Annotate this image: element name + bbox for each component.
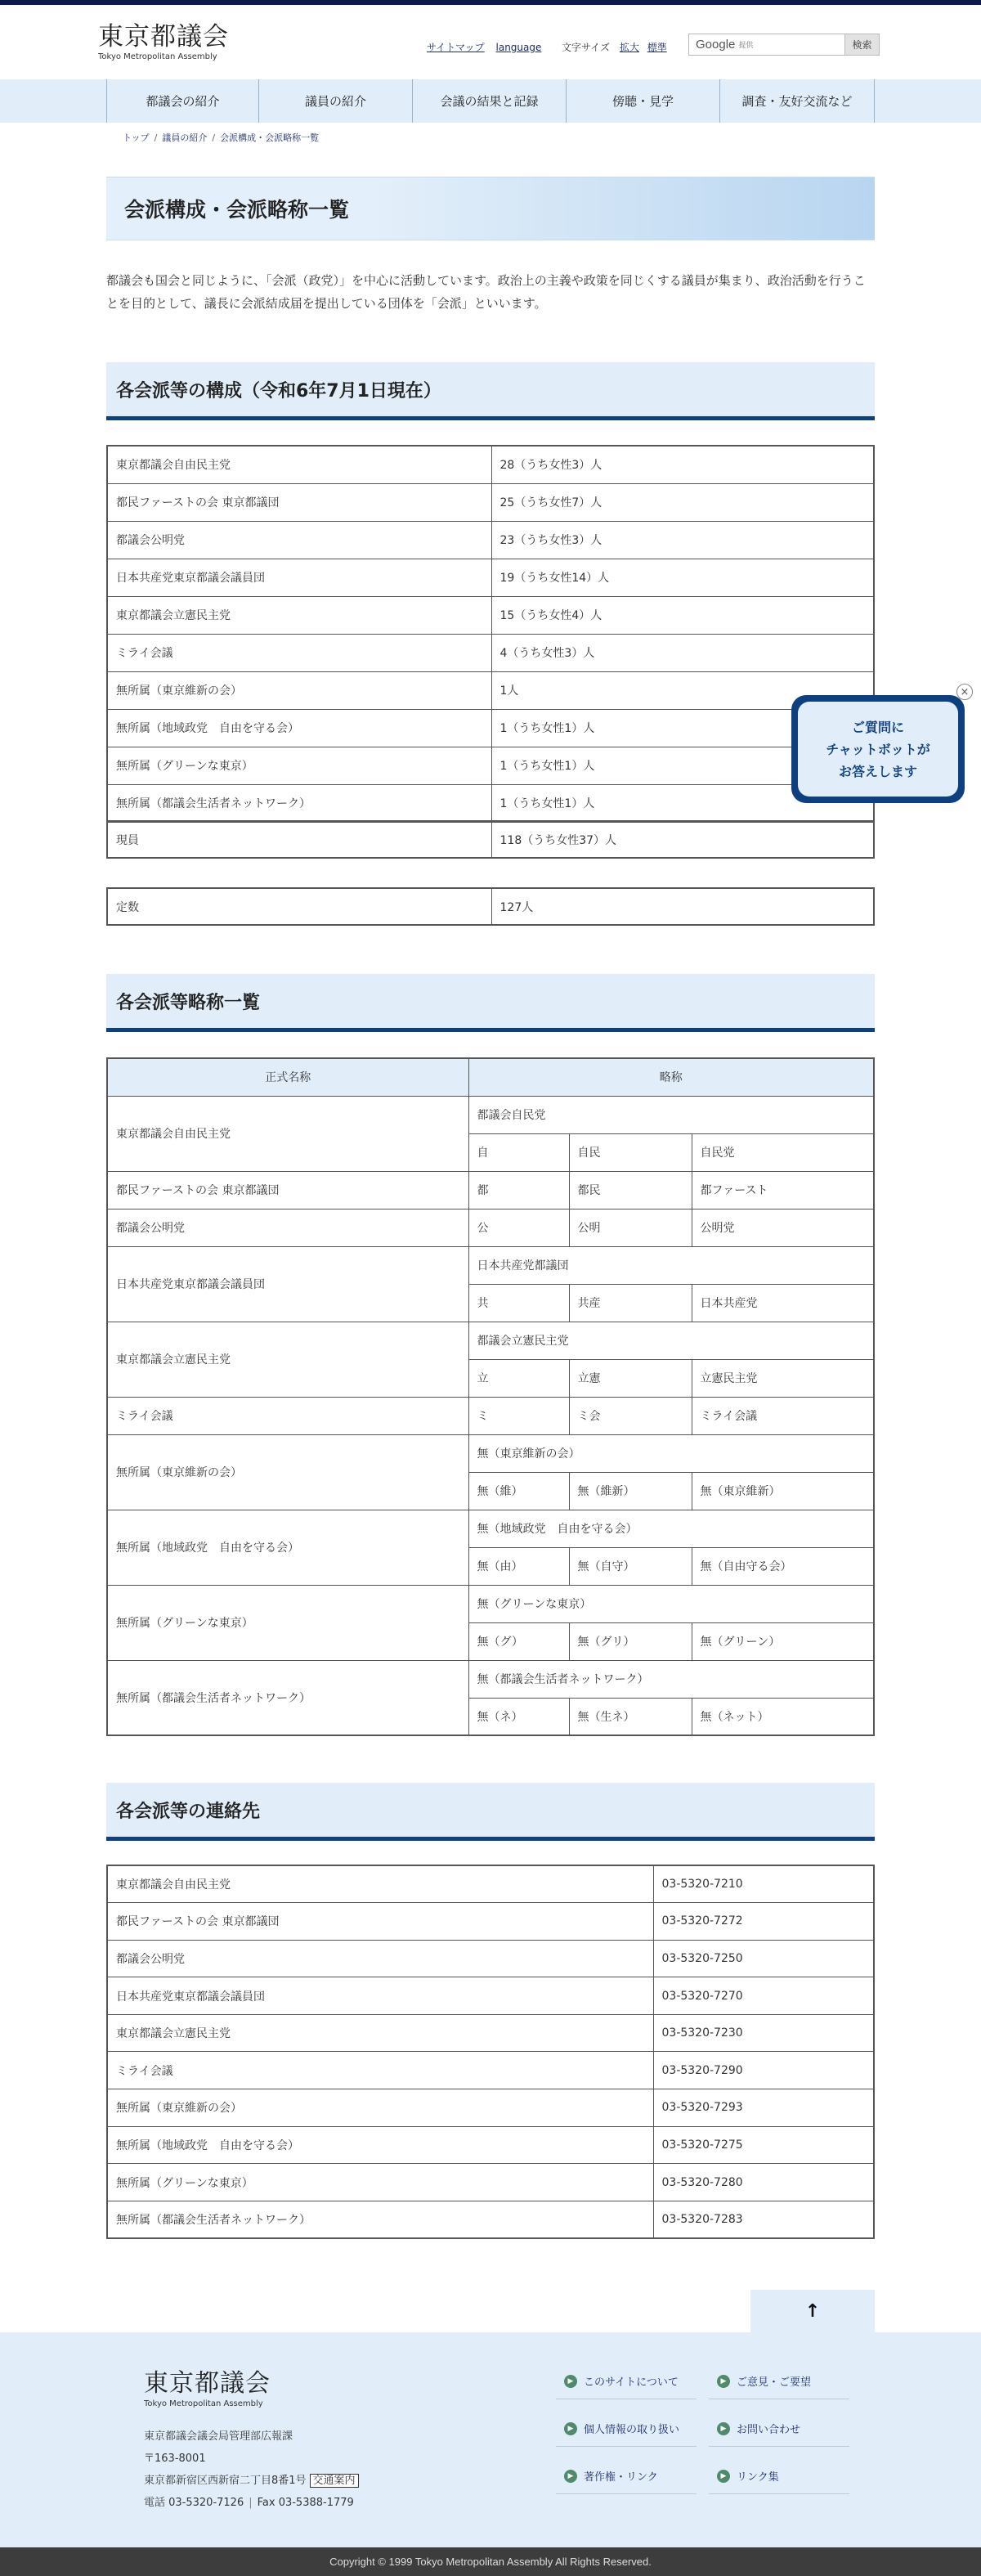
faction-name: 無所属（グリーンな東京） xyxy=(107,2164,653,2201)
chevron-right-icon: ▶ xyxy=(717,2470,730,2483)
site-header xyxy=(0,5,981,79)
faction-name: 都議会公明党 xyxy=(107,1940,653,1977)
abbr-2: 共産 xyxy=(569,1284,692,1322)
breadcrumb-current: 会派構成・会派略称一覧 xyxy=(220,132,320,143)
abbr-3: 無（ネット） xyxy=(692,1698,874,1735)
faction-name: 無所属（都議会生活者ネットワーク） xyxy=(107,2201,653,2238)
faction-name: ミライ会議 xyxy=(107,634,491,671)
nav-item-members[interactable]: 議員の紹介 xyxy=(259,79,413,123)
faction-phone: 03-5320-7293 xyxy=(653,2089,874,2127)
table-row xyxy=(107,709,874,747)
contacts-heading: 各会派等の連絡先 xyxy=(106,1783,875,1841)
font-size-standard-link[interactable]: 標準 xyxy=(647,42,667,53)
access-link[interactable]: 交通案内 xyxy=(310,2474,359,2488)
faction-name: 東京都議会立憲民主党 xyxy=(107,596,491,634)
abbr-2: 公明 xyxy=(569,1209,692,1246)
table-row xyxy=(107,446,874,483)
footer-link-links[interactable] xyxy=(709,2458,849,2494)
nav-item-visit[interactable]: 傍聴・見学 xyxy=(567,79,720,123)
font-size-large-link[interactable]: 拡大 xyxy=(619,42,639,53)
footer-link-privacy[interactable] xyxy=(556,2411,697,2447)
chevron-right-icon: ▶ xyxy=(564,2422,577,2435)
table-row xyxy=(107,2089,874,2127)
search-button[interactable]: 検索 xyxy=(844,34,879,55)
abbr-3: 無（自由守る会） xyxy=(692,1547,874,1585)
table-row xyxy=(107,1322,874,1359)
abbr-2: 無（生ネ） xyxy=(569,1698,692,1735)
formal-name: 東京都議会自由民主党 xyxy=(107,1096,468,1171)
table-row xyxy=(107,1903,874,1941)
table-row xyxy=(107,1434,874,1472)
abbr-1: 無（グ） xyxy=(468,1622,569,1660)
footer-office: 東京都議会議会局管理部広報課 xyxy=(144,2430,293,2443)
formal-name: 無所属（地域政党 自由を守る会） xyxy=(107,1510,468,1585)
faction-count: 1（うち女性1）人 xyxy=(491,747,874,784)
footer-link-label: お問い合わせ xyxy=(737,2424,801,2436)
nav-item-research[interactable]: 調査・友好交流など xyxy=(720,79,875,123)
nav-item-sessions[interactable]: 会議の結果と記録 xyxy=(413,79,567,123)
abbr-long: 無（都議会生活者ネットワーク） xyxy=(468,1660,874,1698)
chatbot-line-3: お答えします xyxy=(838,763,917,779)
formal-name: 都議会公明党 xyxy=(107,1209,468,1246)
back-to-top-button[interactable] xyxy=(750,2290,875,2332)
faction-phone: 03-5320-7283 xyxy=(653,2201,874,2238)
footer-link-label: 著作権・リンク xyxy=(584,2471,658,2484)
table-row xyxy=(107,559,874,596)
site-footer xyxy=(0,2332,981,2547)
faction-name: 無所属（地域政党 自由を守る会） xyxy=(107,709,491,747)
site-search xyxy=(688,34,880,56)
abbr-2: 都民 xyxy=(569,1171,692,1209)
chatbot-banner[interactable] xyxy=(791,695,965,803)
table-row xyxy=(107,634,874,671)
abbr-1: 自 xyxy=(468,1133,569,1171)
global-nav-list xyxy=(106,79,875,123)
capacity-table xyxy=(106,887,875,926)
faction-phone: 03-5320-7230 xyxy=(653,2014,874,2052)
faction-name: ミライ会議 xyxy=(107,2052,653,2089)
site-logo[interactable] xyxy=(98,23,229,61)
sitemap-link[interactable]: サイトマップ xyxy=(427,42,485,53)
abbr-3: 都ファースト xyxy=(692,1171,874,1209)
contacts-table xyxy=(106,1865,875,2239)
chevron-right-icon: ▶ xyxy=(717,2422,730,2435)
faction-name: 都議会公明党 xyxy=(107,521,491,559)
table-row xyxy=(107,888,874,925)
faction-count: 28（うち女性3）人 xyxy=(491,446,874,483)
table-row xyxy=(107,1397,874,1434)
table-row xyxy=(107,1171,874,1209)
table-row xyxy=(107,2126,874,2164)
table-row xyxy=(107,2164,874,2201)
formal-name: 東京都議会立憲民主党 xyxy=(107,1322,468,1397)
current-label: 現員 xyxy=(107,821,491,858)
faction-name: 都民ファーストの会 東京都議団 xyxy=(107,483,491,521)
composition-table xyxy=(106,445,875,823)
faction-name: 無所属（地域政党 自由を守る会） xyxy=(107,2126,653,2164)
abbr-1: 立 xyxy=(468,1359,569,1397)
abbr-3: ミライ会議 xyxy=(692,1397,874,1434)
faction-count: 4（うち女性3）人 xyxy=(491,634,874,671)
abbreviations-heading: 各会派等略称一覧 xyxy=(106,974,875,1032)
footer-link-label: リンク集 xyxy=(737,2471,779,2484)
chevron-right-icon: ▶ xyxy=(564,2375,577,2388)
faction-phone: 03-5320-7280 xyxy=(653,2164,874,2201)
capacity-value: 127人 xyxy=(491,888,874,925)
faction-phone: 03-5320-7270 xyxy=(653,1977,874,2015)
abbr-1: 無（ネ） xyxy=(468,1698,569,1735)
table-row xyxy=(107,1865,874,1903)
table-row xyxy=(107,2201,874,2238)
abbr-long: 無（グリーンな東京） xyxy=(468,1585,874,1622)
table-row xyxy=(107,483,874,521)
abbr-long: 都議会立憲民主党 xyxy=(468,1322,874,1359)
faction-phone: 03-5320-7275 xyxy=(653,2126,874,2164)
abbr-1: ミ xyxy=(468,1397,569,1434)
abbr-3: 公明党 xyxy=(692,1209,874,1246)
faction-name: 東京都議会立憲民主党 xyxy=(107,2014,653,2052)
faction-name: 日本共産党東京都議会議員団 xyxy=(107,1977,653,2015)
chatbot-line-1: ご質問に xyxy=(851,719,904,735)
faction-name: 日本共産党東京都議会議員団 xyxy=(107,559,491,596)
abbr-1: 無（由） xyxy=(468,1547,569,1585)
header-abbreviation: 略称 xyxy=(468,1058,874,1096)
formal-name: 無所属（都議会生活者ネットワーク） xyxy=(107,1660,468,1735)
table-row xyxy=(107,671,874,709)
table-row xyxy=(107,747,874,784)
footer-link-label: このサイトについて xyxy=(584,2376,679,2389)
faction-phone: 03-5320-7210 xyxy=(653,1865,874,1903)
abbr-1: 共 xyxy=(468,1284,569,1322)
table-row xyxy=(107,521,874,559)
composition-heading: 各会派等の構成（令和6年7月1日現在） xyxy=(106,362,875,420)
language-link[interactable]: language xyxy=(495,42,542,53)
breadcrumb: トップ / 議員の紹介 / 会派構成・会派略称一覧 xyxy=(123,132,320,143)
faction-count: 25（うち女性7）人 xyxy=(491,483,874,521)
font-size-control xyxy=(562,40,675,54)
table-row xyxy=(107,1585,874,1622)
table-row xyxy=(107,821,874,858)
table-row xyxy=(107,2052,874,2089)
footer-link-label: ご意見・ご要望 xyxy=(737,2376,812,2389)
table-row xyxy=(107,2014,874,2052)
table-row xyxy=(107,1246,874,1284)
logo-english: Tokyo Metropolitan Assembly xyxy=(98,52,217,61)
arrow-up-icon: ↑ xyxy=(804,2300,821,2322)
header-formal-name: 正式名称 xyxy=(107,1058,468,1096)
table-row xyxy=(107,1096,874,1133)
table-row xyxy=(107,596,874,634)
faction-name: 無所属（東京維新の会） xyxy=(107,671,491,709)
abbr-2: 無（維新） xyxy=(569,1472,692,1510)
utility-links xyxy=(427,40,549,54)
chevron-right-icon: ▶ xyxy=(717,2375,730,2388)
footer-tel: 電話 03-5320-7126 xyxy=(144,2497,244,2509)
chatbot-close-icon[interactable]: × xyxy=(956,684,973,700)
search-input[interactable] xyxy=(689,34,844,55)
font-size-label: 文字サイズ xyxy=(562,42,611,53)
table-row xyxy=(107,1977,874,2015)
footer-link-feedback[interactable] xyxy=(709,2363,849,2399)
footer-link-copyright[interactable] xyxy=(556,2458,697,2494)
table-row xyxy=(107,1209,874,1246)
footer-fax: Fax 03-5388-1779 xyxy=(257,2497,354,2509)
table-row xyxy=(107,784,874,822)
footer-logo-japanese: 東京都議会 xyxy=(144,2369,271,2398)
footer-logo[interactable] xyxy=(144,2370,271,2408)
formal-name: 無所属（グリーンな東京） xyxy=(107,1585,468,1660)
faction-phone: 03-5320-7290 xyxy=(653,2052,874,2089)
intro-text: 都議会も国会と同じように、「会派（政党）」を中心に活動しています。政治上の主義や政策を同じくする議員が集まり、政治活動を行うことを目的として、議長に会派結成届を提出している団体を「会派」といいます。 xyxy=(106,273,866,311)
current-members-table xyxy=(106,820,875,859)
abbr-1: 無（維） xyxy=(468,1472,569,1510)
current-value: 118（うち女性37）人 xyxy=(491,821,874,858)
faction-count: 1人 xyxy=(491,671,874,709)
formal-name: ミライ会議 xyxy=(107,1397,468,1434)
faction-count: 23（うち女性3）人 xyxy=(491,521,874,559)
abbr-1: 公 xyxy=(468,1209,569,1246)
table-row xyxy=(107,1940,874,1977)
faction-count: 19（うち女性14）人 xyxy=(491,559,874,596)
page-title: 会派構成・会派略称一覧 xyxy=(106,177,875,240)
formal-name: 無所属（東京維新の会） xyxy=(107,1434,468,1510)
abbr-long: 日本共産党都議団 xyxy=(468,1246,874,1284)
footer-address: 東京都新宿区西新宿二丁目8番1号 xyxy=(144,2475,307,2487)
abbr-3: 立憲民主党 xyxy=(692,1359,874,1397)
table-row xyxy=(107,1510,874,1547)
abbr-3: 無（グリーン） xyxy=(692,1622,874,1660)
abbr-3: 自民党 xyxy=(692,1133,874,1171)
logo-japanese: 東京都議会 xyxy=(98,22,229,52)
footer-postal: 〒163-8001 xyxy=(144,2453,206,2465)
faction-name: 東京都議会自由民主党 xyxy=(107,446,491,483)
abbr-1: 都 xyxy=(468,1171,569,1209)
faction-phone: 03-5320-7272 xyxy=(653,1903,874,1941)
footer-contact-info: 東京都議会議会局管理部広報課 〒163-8001 東京都新宿区西新宿二丁目8番1号 交通案内 電話 03-5320-7126 | Fax 03-5388-1779 xyxy=(144,2426,359,2514)
abbr-3: 日本共産党 xyxy=(692,1284,874,1322)
abbr-long: 無（地域政党 自由を守る会） xyxy=(468,1510,874,1547)
copyright: Copyright © 1999 Tokyo Metropolitan Assembly All Rights Reserved. xyxy=(0,2547,981,2576)
search-provided-label: 提供 xyxy=(738,42,754,50)
breadcrumb-top[interactable]: トップ xyxy=(123,132,150,143)
abbr-3: 無（東京維新） xyxy=(692,1472,874,1510)
formal-name: 都民ファーストの会 東京都議団 xyxy=(107,1171,468,1209)
faction-phone: 03-5320-7250 xyxy=(653,1940,874,1977)
breadcrumb-members[interactable]: 議員の紹介 xyxy=(162,132,208,143)
footer-link-contact[interactable] xyxy=(709,2411,849,2447)
nav-item-about[interactable]: 都議会の紹介 xyxy=(107,79,259,123)
formal-name: 日本共産党東京都議会議員団 xyxy=(107,1246,468,1322)
footer-logo-english: Tokyo Metropolitan Assembly xyxy=(144,2399,263,2408)
abbr-2: ミ会 xyxy=(569,1397,692,1434)
abbr-long: 都議会自民党 xyxy=(468,1096,874,1133)
abbr-2: 無（自守） xyxy=(569,1547,692,1585)
chevron-right-icon: ▶ xyxy=(564,2470,577,2483)
faction-name: 無所属（都議会生活者ネットワーク） xyxy=(107,784,491,822)
abbr-2: 無（グリ） xyxy=(569,1622,692,1660)
faction-name: 東京都議会自由民主党 xyxy=(107,1865,653,1903)
footer-link-about[interactable] xyxy=(556,2363,697,2399)
faction-count: 1（うち女性1）人 xyxy=(491,709,874,747)
faction-name: 都民ファーストの会 東京都議団 xyxy=(107,1903,653,1941)
footer-link-label: 個人情報の取り扱い xyxy=(584,2424,680,2436)
faction-name: 無所属（グリーンな東京） xyxy=(107,747,491,784)
table-header-row xyxy=(107,1058,874,1096)
chatbot-text xyxy=(798,702,958,797)
faction-count: 1（うち女性1）人 xyxy=(491,784,874,822)
abbreviations-table xyxy=(106,1057,875,1736)
faction-count: 15（うち女性4）人 xyxy=(491,596,874,634)
abbr-2: 自民 xyxy=(569,1133,692,1171)
chatbot-line-2: チャットボットが xyxy=(826,741,930,757)
faction-name: 無所属（東京維新の会） xyxy=(107,2089,653,2127)
google-brand: Google xyxy=(696,38,736,52)
abbr-long: 無（東京維新の会） xyxy=(468,1434,874,1472)
global-nav xyxy=(0,79,981,123)
table-row xyxy=(107,1660,874,1698)
capacity-label: 定数 xyxy=(107,888,491,925)
abbr-2: 立憲 xyxy=(569,1359,692,1397)
